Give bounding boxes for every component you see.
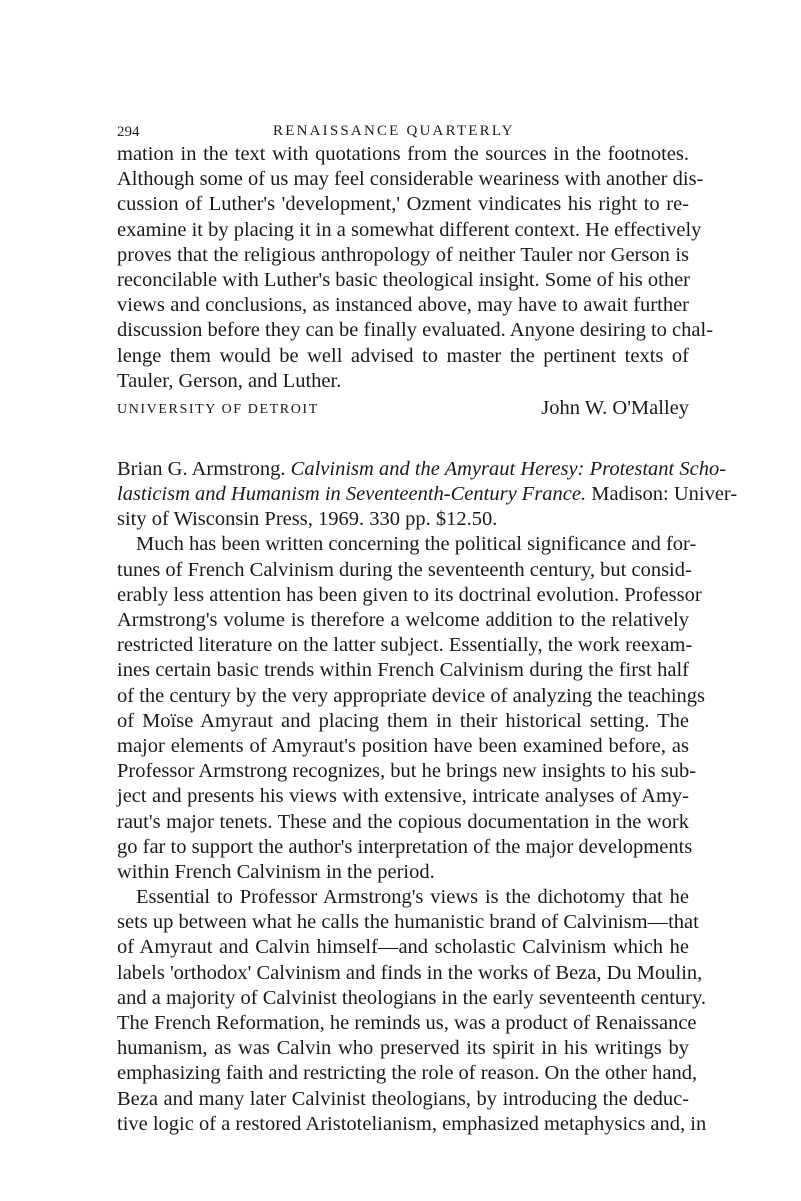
text-line: Although some of us may feel considerable weariness with another dis- bbox=[117, 168, 704, 191]
running-head bbox=[117, 118, 689, 142]
book-page bbox=[117, 118, 738, 1137]
citation-line: sity of Wisconsin Press, 1969. 330 pp. $12.50. bbox=[117, 508, 498, 531]
review-one-text bbox=[117, 142, 714, 394]
text-line: Much has been written concerning the political significance and for- bbox=[136, 533, 697, 556]
text-line: major elements of Amyraut's position have been examined before, as bbox=[117, 734, 689, 757]
text-line: of Amyraut and Calvin himself—and scholastic Calvinism which he bbox=[117, 936, 689, 959]
review-two-paragraph-2 bbox=[117, 885, 707, 1137]
text-line: go far to support the author's interpretation of the major developments bbox=[117, 835, 693, 858]
text-line: ines certain basic trends within French Calvinism during the first half bbox=[117, 659, 689, 682]
page-number: 294 bbox=[117, 124, 140, 140]
citation-line bbox=[117, 457, 727, 482]
text-line: The French Reformation, he reminds us, was a product of Renaissance bbox=[117, 1012, 697, 1034]
text-line: sets up between what he calls the humanistic brand of Calvinism—that bbox=[117, 911, 699, 934]
text-line: reconcilable with Luther's basic theological insight. Some of his other bbox=[117, 268, 690, 291]
text-line: tunes of French Calvinism during the seventeenth century, but consid- bbox=[117, 558, 692, 581]
text-line: emphasizing faith and restricting the role of reason. On the other hand, bbox=[117, 1062, 698, 1085]
text-line: Essential to Professor Armstrong's views is the dichotomy that he bbox=[136, 886, 689, 909]
text-line: ject and presents his views with extensive, intricate analyses of Amy- bbox=[117, 785, 689, 808]
journal-title: RENAISSANCE QUARTERLY bbox=[273, 123, 515, 139]
reviewer-affiliation: UNIVERSITY OF DETROIT bbox=[117, 401, 319, 417]
text-line: of the century by the very appropriate device of analyzing the teachings bbox=[117, 684, 705, 707]
text-line: cussion of Luther's 'development,' Ozment vindicates his right to re- bbox=[117, 193, 689, 216]
text-line: proves that the religious anthropology of neither Tauler nor Gerson is bbox=[117, 243, 689, 266]
text-line: discussion before they can be finally evaluated. Anyone desiring to chal- bbox=[117, 319, 714, 342]
text-line: Professor Armstrong recognizes, but he brings new insights to his sub- bbox=[117, 760, 697, 783]
text-line: Beza and many later Calvinist theologians, by introducing the deduc- bbox=[117, 1087, 689, 1110]
review-signature bbox=[117, 396, 689, 424]
text-line: Tauler, Gerson, and Luther. bbox=[117, 369, 342, 392]
text-line: within French Calvinism in the period. bbox=[117, 860, 435, 883]
text-line: raut's major tenets. These and the copious documentation in the work bbox=[117, 810, 689, 833]
text-line: mation in the text with quotations from the sources in the footnotes. bbox=[117, 143, 689, 165]
review-two-paragraph-1 bbox=[117, 532, 705, 885]
text-line: labels 'orthodox' Calvinism and finds in the works of Beza, Du Moulin, bbox=[117, 961, 703, 984]
review-two-citation bbox=[117, 457, 738, 533]
text-line: lenge them would be well advised to master the pertinent texts of bbox=[117, 344, 689, 367]
text-line: tive logic of a restored Aristotelianism, emphasized metaphysics and, in bbox=[117, 1112, 707, 1135]
book-title-continued: lasticism and Humanism in Seventeenth-Century France. bbox=[117, 483, 587, 506]
text-line: examine it by placing it in a somewhat different context. He effectively bbox=[117, 218, 702, 241]
text-line: views and conclusions, as instanced above, may have to await further bbox=[117, 294, 689, 317]
text-line: and a majority of Calvinist theologians in the early seventeenth century. bbox=[117, 986, 707, 1009]
text-line: restricted literature on the latter subject. Essentially, the work reexam- bbox=[117, 634, 693, 657]
book-author: Brian G. Armstrong. bbox=[117, 457, 291, 480]
book-title: Calvinism and the Amyraut Heresy: Protestant Scho- bbox=[290, 457, 727, 480]
text-line: Armstrong's volume is therefore a welcome addition to the relatively bbox=[117, 609, 689, 631]
section-gap bbox=[117, 424, 689, 457]
publisher-place: Madison: Univer- bbox=[586, 483, 738, 506]
citation-line bbox=[117, 482, 738, 507]
reviewer-name: John W. O'Malley bbox=[541, 396, 689, 419]
text-line: erably less attention has been given to its doctrinal evolution. Professor bbox=[117, 583, 702, 606]
text-line: of Moïse Amyraut and placing them in their historical setting. The bbox=[117, 709, 689, 732]
text-line: humanism, as was Calvin who preserved its spirit in his writings by bbox=[117, 1037, 689, 1060]
